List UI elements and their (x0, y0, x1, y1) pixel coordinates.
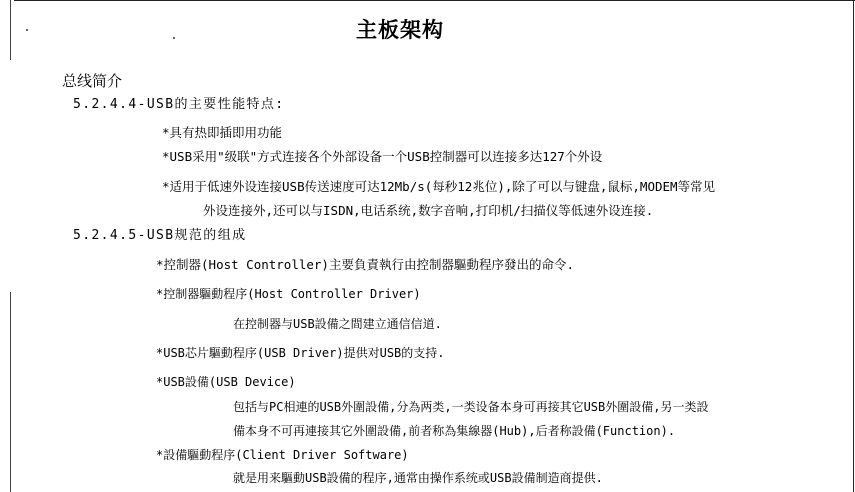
section-title: 5.2.4.4-USB的主要性能特点: (73, 97, 285, 112)
list-item: *USB設備(USB Device) (156, 375, 296, 389)
page-top-border (14, 0, 855, 1)
page-title: 主板架构 (356, 18, 444, 42)
page-left-border (10, 292, 11, 492)
section-heading: 总线简介 (62, 72, 123, 90)
list-item: *USB采用"级联"方式连接各个外部设备一个USB控制器可以连接多达127个外设 (162, 149, 603, 164)
speck (173, 37, 175, 39)
list-item-continuation: 外设连接外,还可以与ISDN,电话系统,数字音响,打印机/扫描仪等低速外设连接. (203, 203, 654, 218)
list-item: *USB芯片驅動程序(USB Driver)提供对USB的支持. (156, 346, 445, 360)
page-right-border (853, 0, 854, 492)
list-item-detail: 包括与PC相連的USB外圍設備,分為两类,一类设备本身可再接其它USB外圍設備,另一类設 (233, 400, 709, 414)
list-item: *設備驅動程序(Client Driver Software) (156, 448, 409, 462)
page-left-border (10, 0, 11, 60)
list-item: *控制器(Host Controller)主要負責執行由控制器驅動程序發出的命令. (156, 257, 574, 272)
speck (26, 29, 28, 31)
list-item: *具有热即插即用功能 (162, 125, 283, 140)
list-item: *适用于低速外设连接USB传送速度可达12Mb/s(每秒12兆位),除了可以与键盘,鼠标,MODEM等常见 (162, 179, 716, 194)
list-item-detail: 備本身不可再連接其它外圍設備,前者称為集線器(Hub),后者称設備(Function). (233, 424, 676, 438)
list-item-detail: 就是用来驅動USB設備的程序,通常由操作系统或USB設備制造商提供. (233, 471, 603, 485)
list-item-detail: 在控制器与USB設備之間建立通信信道. (233, 317, 442, 331)
list-item: *控制器驅動程序(Host Controller Driver) (156, 287, 421, 301)
section-title: 5.2.4.5-USB规范的组成 (73, 228, 247, 243)
